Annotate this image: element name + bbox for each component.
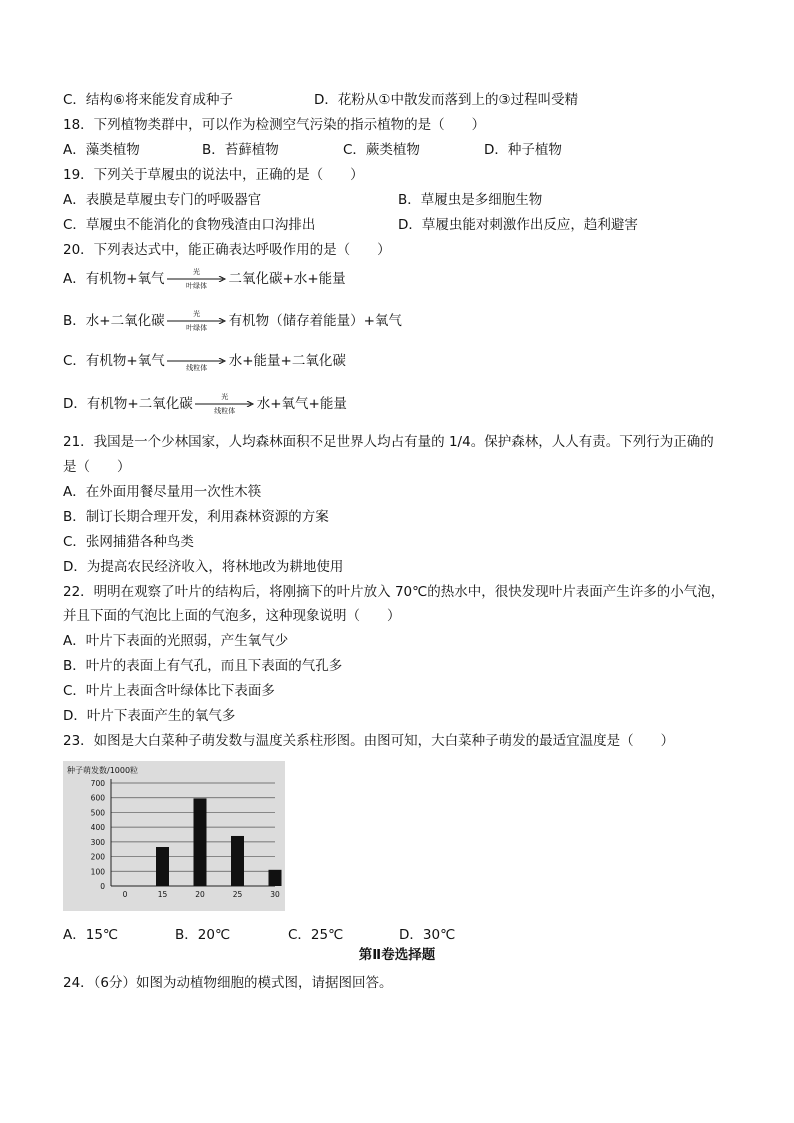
q21-stem-line1: 21．我国是一个少林国家，人均森林面积不足世界人均占有量的 1/4。保护森林，人人有责。下列行为正确的 bbox=[63, 434, 714, 450]
y-tick-label: 400 bbox=[90, 823, 105, 833]
y-tick-label: 200 bbox=[90, 852, 105, 862]
q24-stem: 24．（6分）如图为动植物细胞的模式图，请据图回答。 bbox=[63, 975, 393, 991]
q20-c-right: 水+能量+二氧化碳 bbox=[228, 353, 346, 369]
y-tick-label: 300 bbox=[90, 837, 105, 847]
reaction-arrow-icon bbox=[195, 393, 255, 415]
q19-option-b: B．草履虫是多细胞生物 bbox=[398, 192, 543, 208]
y-axis-label: 种子萌发数/1000粒 bbox=[67, 766, 139, 775]
q18-option-a: A．藻类植物 bbox=[63, 142, 140, 158]
q22-stem-line1: 22．明明在观察了叶片的结构后，将刚摘下的叶片放入 70℃的热水中，很快发现叶片表面产生许多的小气泡， bbox=[63, 584, 725, 600]
bar-15 bbox=[156, 847, 169, 886]
y-tick-label: 100 bbox=[90, 867, 105, 877]
q21-option-d: D．为提高农民经济收入，将林地改为耕地使用 bbox=[63, 559, 344, 575]
section-title: 第Ⅱ卷选择题 bbox=[358, 947, 436, 963]
q20-stem: 20．下列表达式中，能正确表达呼吸作用的是（ ） bbox=[63, 242, 391, 258]
q20-a-condition-bottom: 叶绿体 bbox=[186, 282, 208, 290]
q20-d-left: D．有机物+二氧化碳 bbox=[63, 396, 193, 412]
q20-option-c bbox=[63, 350, 346, 372]
q19-option-a: A．表膜是草履虫专门的呼吸器官 bbox=[63, 192, 262, 208]
y-tick-label: 500 bbox=[90, 808, 105, 818]
y-tick-label: 0 bbox=[100, 882, 105, 891]
q23-option-a: A．15℃ bbox=[63, 927, 119, 943]
q17-option-d: D．花粉从①中散发而落到上的③过程叫受精 bbox=[314, 92, 579, 108]
reaction-arrow-icon bbox=[167, 310, 227, 332]
q17-option-c: C．结构⑥将来能发育成种子 bbox=[63, 92, 234, 108]
q22-option-a: A．叶片下表面的光照弱，产生氧气少 bbox=[63, 633, 289, 649]
q21-option-a: A．在外面用餐尽量用一次性木筷 bbox=[63, 484, 262, 500]
q20-c-left: C．有机物+氧气 bbox=[63, 353, 165, 369]
q19-option-d: D．草履虫能对刺激作出反应，趋利避害 bbox=[398, 217, 638, 233]
q20-option-b bbox=[63, 310, 402, 332]
q22-option-d: D．叶片下表面产生的氧气多 bbox=[63, 708, 236, 724]
q20-b-condition-bottom: 叶绿体 bbox=[186, 324, 208, 332]
q23-option-b: B．20℃ bbox=[175, 927, 231, 943]
q21-option-b: B．制订长期合理开发，利用森林资源的方案 bbox=[63, 509, 329, 525]
q20-c-condition-bottom: 线粒体 bbox=[186, 364, 208, 372]
reaction-arrow-icon bbox=[167, 350, 227, 372]
q21-stem-line2: 是（ ） bbox=[63, 459, 131, 475]
bar-20 bbox=[194, 798, 207, 886]
reaction-arrow-icon bbox=[167, 268, 227, 290]
y-tick-label: 600 bbox=[90, 793, 105, 803]
q21-option-c: C．张网捕猎各种鸟类 bbox=[63, 534, 194, 550]
q23-option-c: C．25℃ bbox=[288, 927, 344, 943]
q20-option-d bbox=[63, 393, 347, 415]
x-tick-label: 20 bbox=[195, 890, 205, 899]
q20-a-condition-top: 光 bbox=[193, 268, 201, 276]
q19-option-c: C．草履虫不能消化的食物残渣由口沟排出 bbox=[63, 217, 316, 233]
q20-a-left: A．有机物+氧气 bbox=[63, 271, 165, 287]
q20-d-condition-top: 光 bbox=[221, 393, 229, 401]
q22-option-b: B．叶片的表面上有气孔，而且下表面的气孔多 bbox=[63, 658, 343, 674]
x-tick-label: 30 bbox=[270, 890, 280, 899]
bar-30 bbox=[269, 870, 282, 886]
q18-option-c: C．蕨类植物 bbox=[343, 142, 420, 158]
q20-b-right: 有机物（储存着能量）+氧气 bbox=[228, 313, 402, 329]
q20-b-left: B．水+二氧化碳 bbox=[63, 313, 165, 329]
q18-option-b: B．苔藓植物 bbox=[202, 142, 279, 158]
q20-d-right: 水+氧气+能量 bbox=[256, 396, 347, 412]
x-tick-label: 15 bbox=[157, 890, 168, 899]
y-tick-label: 700 bbox=[90, 779, 105, 788]
x-tick-label: 0 bbox=[122, 890, 128, 899]
bar-chart-svg bbox=[63, 761, 285, 911]
bar-25 bbox=[231, 836, 244, 886]
q23-stem: 23．如图是大白菜种子萌发数与温度关系柱形图。由图可知，大白菜种子萌发的最适宜温度是（ ） bbox=[63, 733, 675, 749]
q22-option-c: C．叶片上表面含叶绿体比下表面多 bbox=[63, 683, 275, 699]
q22-stem-line2: 并且下面的气泡比上面的气泡多，这种现象说明（ ） bbox=[63, 608, 401, 624]
q20-b-condition-top: 光 bbox=[193, 310, 201, 318]
q20-a-right: 二氧化碳+水+能量 bbox=[228, 271, 346, 287]
x-tick-label: 25 bbox=[232, 890, 243, 899]
q20-option-a bbox=[63, 268, 346, 290]
germination-bar-chart bbox=[63, 761, 285, 911]
q23-option-d: D．30℃ bbox=[399, 927, 456, 943]
q19-stem: 19．下列关于草履虫的说法中，正确的是（ ） bbox=[63, 167, 364, 183]
q20-d-condition-bottom: 线粒体 bbox=[214, 407, 236, 415]
q18-stem: 18．下列植物类群中，可以作为检测空气污染的指示植物的是（ ） bbox=[63, 117, 486, 133]
q18-option-d: D．种子植物 bbox=[484, 142, 562, 158]
